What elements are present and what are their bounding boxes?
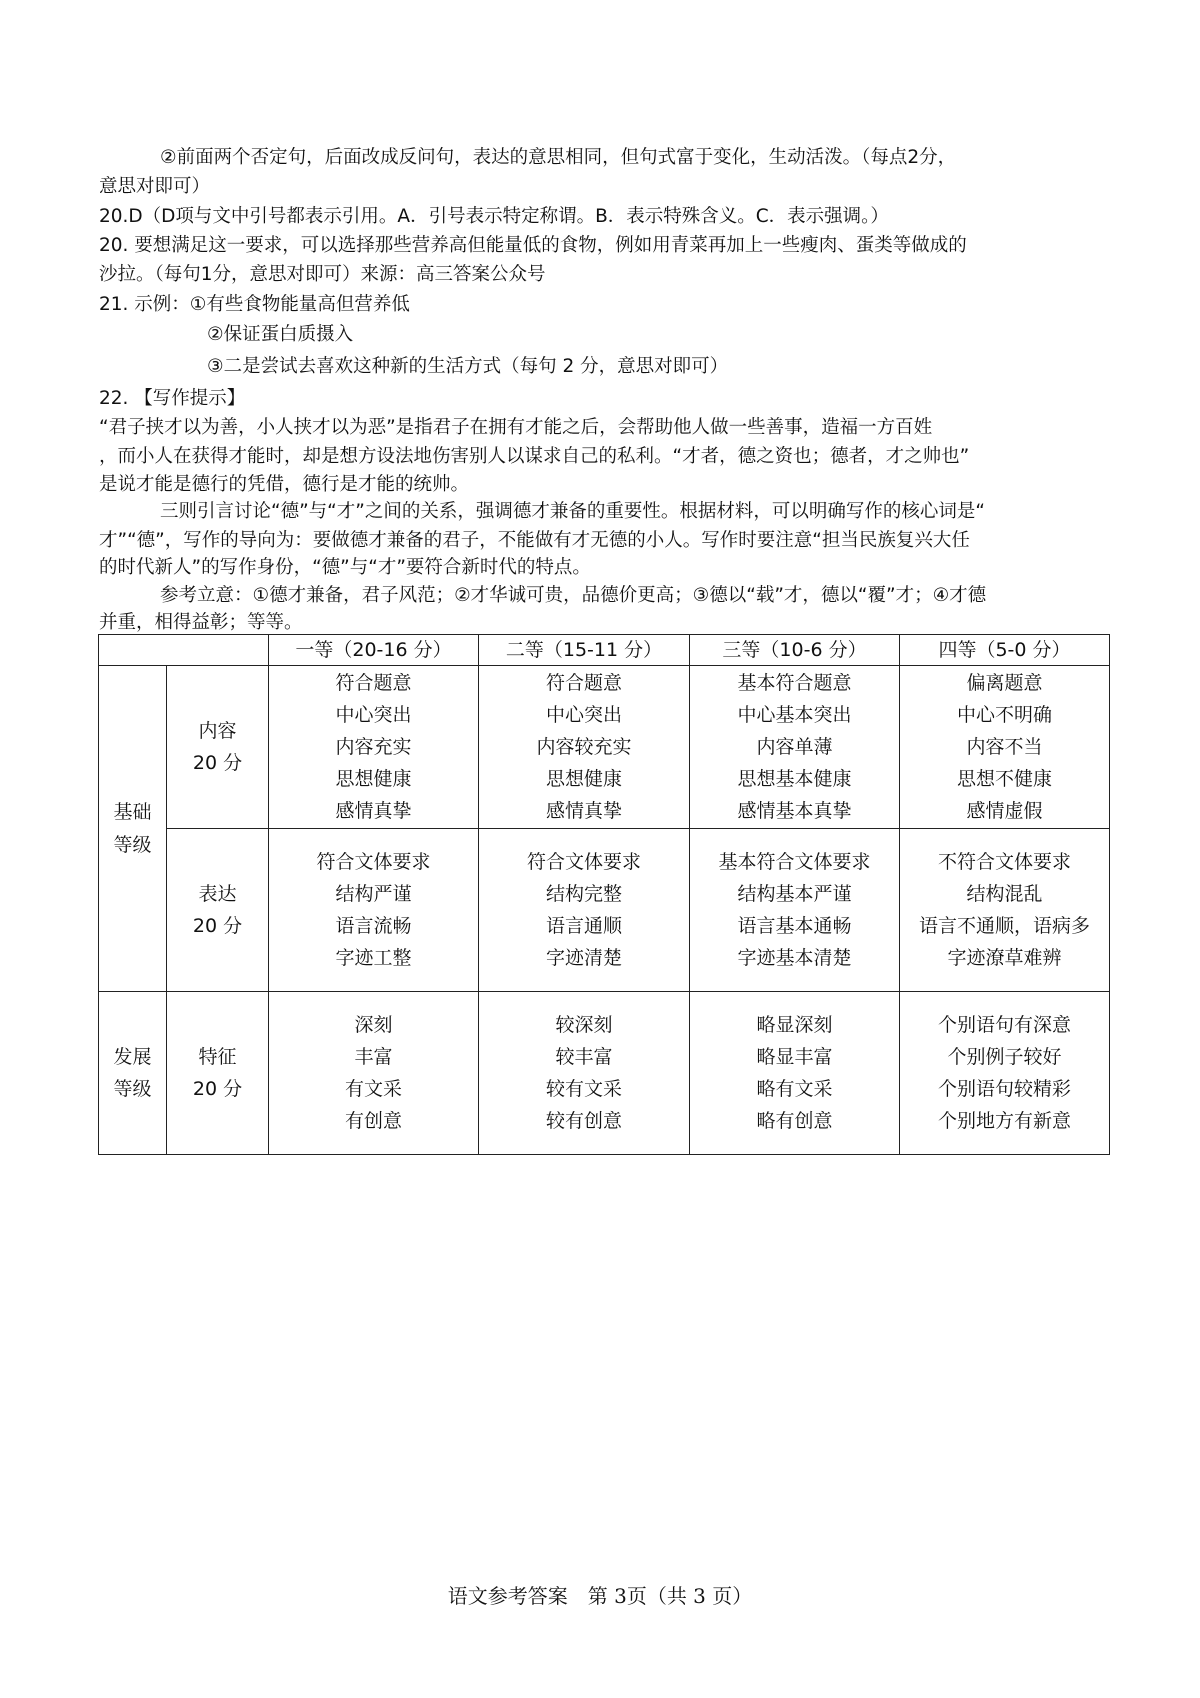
cell-line: 感情真挚 <box>545 800 622 822</box>
cell-line: 语言基本通畅 <box>737 915 852 937</box>
header-grade-1: 一等（20-16 分） <box>269 635 479 666</box>
header-grade-3: 三等（10-6 分） <box>690 635 900 666</box>
cell-line: 字迹清楚 <box>545 947 622 969</box>
feature-grade-2 <box>479 992 690 1155</box>
feature-grade-3 <box>690 992 900 1155</box>
row-label-expression-name: 表达 <box>198 882 237 905</box>
paragraph3-line2: 并重，相得益彰；等等。 <box>99 612 303 633</box>
cell-line: 较深刻 <box>555 1014 613 1036</box>
cell-line: 语言流畅 <box>335 915 412 937</box>
cell-line: 较丰富 <box>555 1046 613 1068</box>
cell-line: 略显深刻 <box>756 1014 833 1036</box>
expression-grade-1 <box>269 829 479 992</box>
paragraph3-line1: 参考立意：①德才兼备，君子风范；②才华诚可贵，品德价更高；③德以“载”才，德以“覆”才；④才德 <box>160 585 987 606</box>
header-grade-2: 二等（15-11 分） <box>479 635 690 666</box>
cell-line: 思想健康 <box>335 768 412 790</box>
table-row-feature <box>99 992 1110 1155</box>
cell-line: 深刻 <box>354 1014 393 1036</box>
cell-line: 感情真挚 <box>335 800 412 822</box>
cell-line: 中心不明确 <box>956 704 1052 726</box>
paragraph2-line3: 的时代新人”的写作身份，“德”与“才”要符合新时代的特点。 <box>99 557 591 578</box>
expression-grade-3 <box>690 829 900 992</box>
cell-line: 略有创意 <box>756 1110 833 1132</box>
answer-19-2-line1: ②前面两个否定句，后面改成反问句，表达的意思相同，但句式富于变化，生动活泼。（每点2分， <box>160 147 957 168</box>
cell-line: 有创意 <box>344 1110 402 1132</box>
cell-line: 结构完整 <box>545 883 622 905</box>
cell-line: 结构基本严谨 <box>737 883 852 905</box>
answer-20d: 20.D（D项与文中引号都表示引用。A．引号表示特定称谓。B．表示特殊含义。C．表示强调。） <box>99 206 889 227</box>
answer-20-line1: 20. 要想满足这一要求，可以选择那些营养高但能量低的食物，例如用青菜再加上一些瘦肉、蛋类等做成的 <box>99 235 967 256</box>
cell-line: 较有创意 <box>545 1110 622 1132</box>
group-development-level <box>99 992 167 1155</box>
feature-grade-4 <box>900 992 1110 1155</box>
row-label-feature <box>167 992 269 1155</box>
row-label-expression-score: 20 分 <box>192 915 243 937</box>
row-label-feature-name: 特征 <box>198 1045 237 1068</box>
group-basic-line2: 等级 <box>113 833 152 856</box>
cell-line: 个别语句较精彩 <box>937 1078 1071 1100</box>
row-label-expression <box>167 829 269 992</box>
answer-19-2-line2: 意思对即可） <box>99 176 211 197</box>
cell-line: 符合题意 <box>545 672 622 694</box>
cell-line: 符合文体要求 <box>316 851 431 873</box>
table-row-content <box>99 666 1110 829</box>
cell-line: 结构混乱 <box>966 883 1043 905</box>
cell-line: 基本符合题意 <box>737 672 852 694</box>
answer-21-line2: ②保证蛋白质摄入 <box>207 324 354 345</box>
row-label-feature-score: 20 分 <box>192 1078 243 1100</box>
group-dev-line2: 等级 <box>113 1078 152 1100</box>
row-label-content-name: 内容 <box>198 719 237 742</box>
content-grade-3 <box>690 666 900 829</box>
cell-line: 略显丰富 <box>756 1046 833 1068</box>
paragraph1-line3: 是说才能是德行的凭借，德行是才能的统帅。 <box>99 474 470 495</box>
cell-line: 思想健康 <box>545 768 622 790</box>
cell-line: 个别例子较好 <box>947 1046 1062 1068</box>
cell-line: 丰富 <box>354 1046 393 1068</box>
cell-line: 思想基本健康 <box>737 768 852 790</box>
cell-line: 中心基本突出 <box>737 704 852 726</box>
scoring-rubric-table <box>98 634 1110 1155</box>
cell-line: 不符合文体要求 <box>937 851 1071 873</box>
group-basic-line1: 基础 <box>113 801 152 823</box>
cell-line: 略有文采 <box>756 1078 833 1100</box>
answer-21-line1: 21. 示例：①有些食物能量高但营养低 <box>99 294 410 315</box>
cell-line: 思想不健康 <box>956 768 1052 790</box>
answer-21-line3: ③二是尝试去喜欢这种新的生活方式（每句 2 分，意思对即可） <box>207 356 729 377</box>
paragraph2-line1: 三则引言讨论“德”与“才”之间的关系，强调德才兼备的重要性。根据材料，可以明确写作的核心词是“ <box>160 501 985 522</box>
content-grade-4 <box>900 666 1110 829</box>
cell-line: 语言不通顺，语病多 <box>918 915 1090 937</box>
cell-line: 内容充实 <box>335 736 412 758</box>
cell-line: 个别地方有新意 <box>937 1110 1071 1132</box>
answer-20-line2: 沙拉。（每句1分，意思对即可）来源：高三答案公众号 <box>99 264 546 285</box>
table-header-row <box>99 635 1110 666</box>
cell-line: 符合题意 <box>335 672 412 694</box>
feature-grade-1 <box>269 992 479 1155</box>
content-grade-1 <box>269 666 479 829</box>
cell-line: 有文采 <box>344 1078 402 1100</box>
cell-line: 结构严谨 <box>335 883 412 905</box>
cell-line: 个别语句有深意 <box>937 1014 1071 1036</box>
paragraph2-line2: 才”“德”，写作的导向为：要做德才兼备的君子，不能做有才无德的小人。写作时要注意“担当民族复兴大任 <box>99 530 970 551</box>
cell-line: 基本符合文体要求 <box>718 851 871 873</box>
cell-line: 字迹工整 <box>335 947 412 969</box>
cell-line: 感情虚假 <box>966 800 1043 822</box>
cell-line: 中心突出 <box>545 704 622 726</box>
content-grade-2 <box>479 666 690 829</box>
header-grade-4: 四等（5-0 分） <box>900 635 1110 666</box>
cell-line: 内容较充实 <box>536 736 632 758</box>
cell-line: 符合文体要求 <box>526 851 641 873</box>
cell-line: 较有文采 <box>545 1078 622 1100</box>
cell-line: 偏离题意 <box>966 672 1043 694</box>
cell-line: 字迹潦草难辨 <box>947 947 1062 969</box>
header-blank-cell <box>99 635 269 666</box>
row-label-content <box>167 666 269 829</box>
expression-grade-2 <box>479 829 690 992</box>
paragraph1-line2: ，而小人在获得才能时，却是想方设法地伤害别人以谋求自己的私利。“才者，德之资也；德者，才之帅也” <box>99 446 970 467</box>
cell-line: 内容单薄 <box>756 736 833 758</box>
row-label-content-score: 20 分 <box>192 752 243 774</box>
group-basic-level <box>99 666 167 992</box>
cell-line: 中心突出 <box>335 704 412 726</box>
cell-line: 语言通顺 <box>545 915 622 937</box>
page-footer: 语文参考答案 第 3页（共 3 页） <box>447 1584 753 1608</box>
expression-grade-4 <box>900 829 1110 992</box>
cell-line: 字迹基本清楚 <box>737 947 852 969</box>
cell-line: 感情基本真挚 <box>737 800 852 822</box>
paragraph1-line1: “君子挟才以为善，小人挟才以为恶”是指君子在拥有才能之后，会帮助他人做一些善事，造福一方百姓 <box>99 417 933 438</box>
cell-line: 内容不当 <box>966 736 1043 758</box>
answer-22-heading: 22. 【写作提示】 <box>99 388 246 409</box>
table-row-expression <box>99 829 1110 992</box>
group-dev-line1: 发展 <box>113 1045 152 1068</box>
